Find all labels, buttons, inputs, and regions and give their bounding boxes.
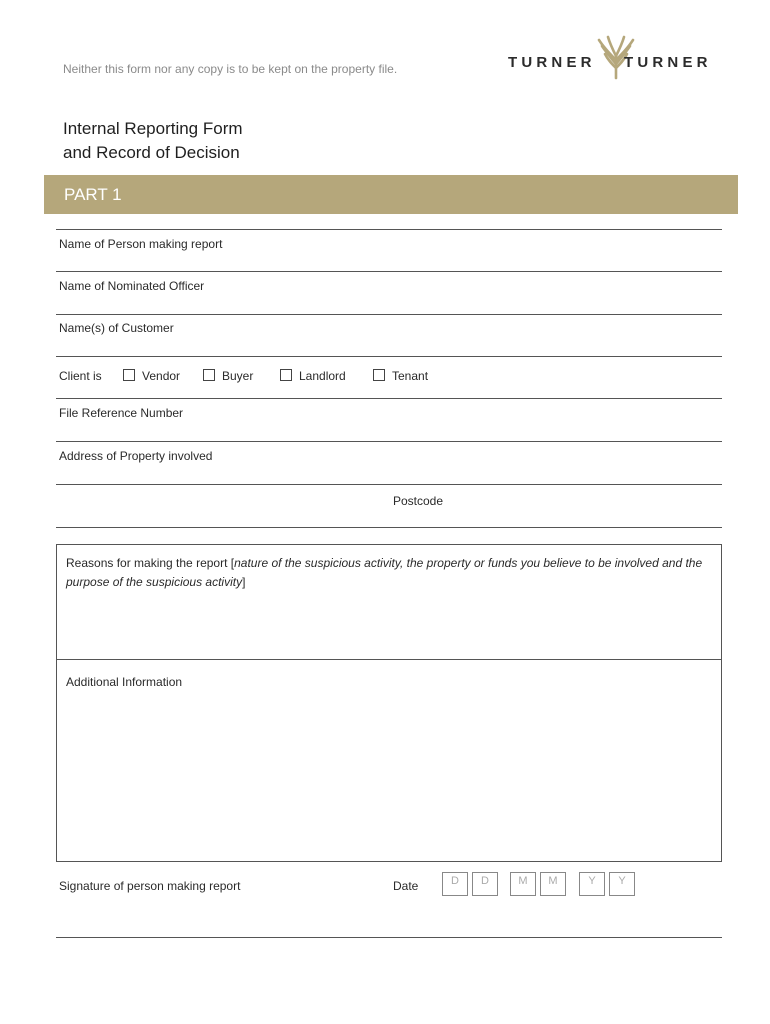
date-cell-year-1[interactable]: Y xyxy=(579,872,605,896)
vendor-checkbox[interactable] xyxy=(123,369,135,381)
date-cell-month-2[interactable]: M xyxy=(540,872,566,896)
part-1-label: PART 1 xyxy=(64,185,122,204)
person-making-report-label: Name of Person making report xyxy=(59,237,223,251)
date-cell-day-2[interactable]: D xyxy=(472,872,498,896)
reasons-label: Reasons for making the report [ xyxy=(66,556,235,570)
reasons-close-bracket: ] xyxy=(242,575,246,589)
header-notice: Neither this form nor any copy is to be kept on the property file. xyxy=(63,62,398,76)
divider-rule xyxy=(56,484,722,485)
divider-rule xyxy=(56,314,722,315)
date-cell-month-1[interactable]: M xyxy=(510,872,536,896)
property-address-label: Address of Property involved xyxy=(59,449,213,463)
form-title-line-2: and Record of Decision xyxy=(63,143,240,162)
divider-rule xyxy=(56,441,722,442)
tenant-option[interactable] xyxy=(373,369,428,383)
divider-rule xyxy=(56,398,722,399)
form-title-line-1: Internal Reporting Form xyxy=(63,119,243,138)
signature-label: Signature of person making report xyxy=(59,879,241,893)
landlord-label: Landlord xyxy=(299,369,346,383)
turner-turner-logo xyxy=(508,34,728,84)
logo-word-left: TURNER xyxy=(508,54,596,71)
divider-rule xyxy=(56,229,722,230)
buyer-option[interactable] xyxy=(203,369,253,383)
file-reference-label: File Reference Number xyxy=(59,406,184,420)
buyer-checkbox[interactable] xyxy=(203,369,215,381)
landlord-checkbox[interactable] xyxy=(280,369,292,381)
date-label: Date xyxy=(393,879,419,893)
divider-rule xyxy=(56,271,722,272)
client-is-label: Client is xyxy=(59,369,102,383)
vendor-option[interactable] xyxy=(123,369,180,383)
additional-info-label: Additional Information xyxy=(66,675,183,689)
divider-rule xyxy=(56,527,722,528)
reasons-detail: nature of the suspicious activity, the property or funds you believe to be involved and the purpose of the suspicious activity xyxy=(66,556,703,589)
postcode-label: Postcode xyxy=(393,494,444,508)
report-details-box xyxy=(56,544,722,862)
customer-names-label: Name(s) of Customer xyxy=(59,321,174,335)
reasons-field[interactable] xyxy=(66,554,706,592)
logo-word-right: TURNER xyxy=(624,54,712,71)
form-title xyxy=(63,117,243,165)
buyer-label: Buyer xyxy=(222,369,254,383)
signature-rule xyxy=(56,937,722,938)
vendor-label: Vendor xyxy=(142,369,181,383)
landlord-option[interactable] xyxy=(280,369,346,383)
tenant-checkbox[interactable] xyxy=(373,369,385,381)
tenant-label: Tenant xyxy=(392,369,429,383)
part-1-band xyxy=(44,175,738,214)
date-cell-year-2[interactable]: Y xyxy=(609,872,635,896)
nominated-officer-label: Name of Nominated Officer xyxy=(59,279,205,293)
box-divider xyxy=(57,659,721,660)
divider-rule xyxy=(56,356,722,357)
date-cell-day-1[interactable]: D xyxy=(442,872,468,896)
